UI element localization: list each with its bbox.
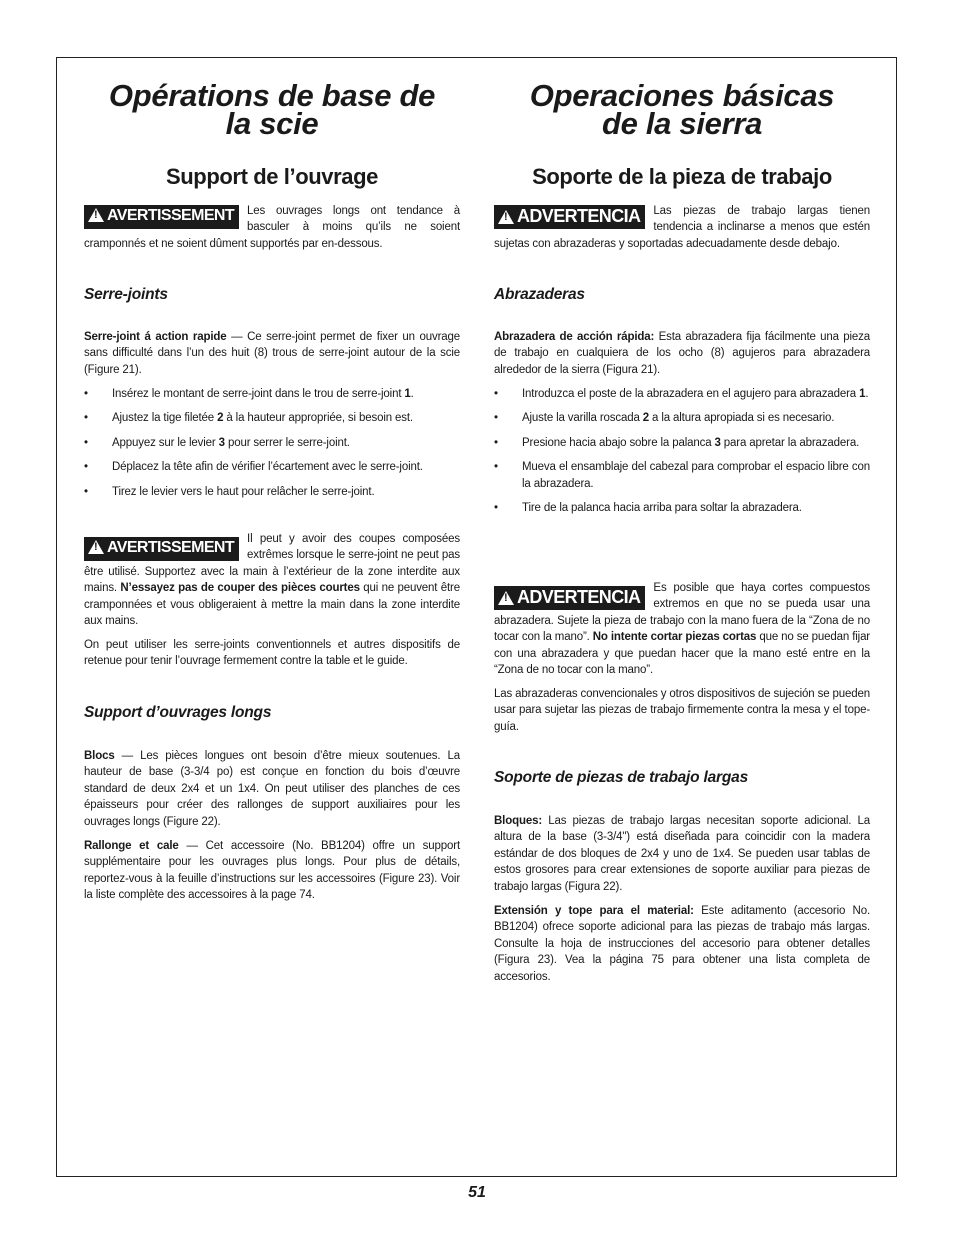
page-number: 51: [468, 1184, 486, 1201]
warning-badge: !AVERTISSEMENT: [84, 537, 239, 561]
list-item: • Déplacez la tête afin de vérifier l’écartement avec le serre-joint.: [84, 459, 460, 475]
title-line-1: Operaciones básicas: [529, 78, 835, 113]
section-heading-fr: Support de l’ouvrage: [165, 164, 379, 189]
warning-block-1: [494, 203, 870, 252]
warning-triangle-icon: [88, 208, 104, 222]
warning-triangle-icon: [498, 591, 514, 605]
warning-badge: !ADVERTENCIA: [494, 586, 645, 610]
conventional-clamps-paragraph: On peut utiliser les serre-joints conventionnels et autres dispositifs de retenue pour tenir l’ouvrage fermement contre la table et le guide.: [84, 639, 460, 668]
warning-text: Las piezas de trabajo largas tienen tendencia a inclinarse a menos que estén sujetas con abrazaderas y soportadas adecuadamente desde debajo.: [494, 205, 870, 250]
extension-paragraph: Rallonge et cale — Cet accessoire (No. BB1204) offre un support supplémentaire pour les ouvrages plus longs. Pour plus de détails, reportez-vous à la feuille d’instructions sur les accessoires (Figure 23). Voir la liste complète des accessoires à la page 74.: [84, 840, 460, 902]
list-item: • Ajustez la tige filetée 2 à la hauteur appropriée, si besoin est.: [84, 410, 460, 426]
warning-badge: !AVERTISSEMENT: [84, 205, 239, 229]
clamp-steps-list: [84, 386, 460, 500]
conventional-clamps-paragraph: Las abrazaderas convencionales y otros dispositivos de sujeción se pueden usar para sujetar las piezas de trabajo firmemente contra la mesa y el tope-guía.: [494, 688, 870, 733]
warning-badge: !ADVERTENCIA: [494, 205, 645, 229]
list-item: • Appuyez sur le levier 3 pour serrer le serre-joint.: [84, 435, 460, 451]
subheading-long-support: Support d’ouvrages longs: [84, 704, 272, 721]
subheading-clamps: Abrazaderas: [494, 286, 585, 303]
subheading-clamps: Serre-joints: [84, 286, 168, 303]
extension-paragraph: Extensión y tope para el material: Este aditamento (accesorio No. BB1204) ofrece soporte adicional para las piezas de trabajo más largas. Consulte la hoja de instrucciones del accesorio para obtener detalles (Figura 23). Vea la página 75 para obtener una lista completa de accesorios.: [494, 905, 871, 983]
title-line-2: la scie: [225, 106, 319, 141]
page-title-fr: [84, 78, 460, 141]
warning-triangle-icon: [498, 210, 514, 224]
list-item: • Mueva el ensamblaje del cabezal para comprobar el espacio libre con la abrazadera.: [494, 459, 870, 492]
warning-text: Les ouvrages longs ont tendance à basculer à moins qu’ils ne soient cramponnés et ne soient dûment supportés par en-dessous.: [84, 205, 460, 250]
blocks-paragraph: Blocs — Les pièces longues ont besoin d’être mieux soutenues. La hauteur de base (3-3/4 po) est conçue en fonction du bois d’œuvre standard de deux 2x4 et un 1x4. On peut utiliser des planches de ces épaisseurs pour créer des rallonges de support auxiliaires pour les ouvrages longs (Figure 22).: [84, 750, 460, 828]
page-title-es: [494, 78, 870, 141]
list-item: • Presione hacia abajo sobre la palanca 3 para apretar la abrazadera.: [494, 435, 870, 451]
subheading-long-support: Soporte de piezas de trabajo largas: [494, 769, 748, 786]
title-line-2: de la sierra: [601, 106, 763, 141]
list-item: • Tire de la palanca hacia arriba para soltar la abrazadera.: [494, 500, 870, 516]
clamp-paragraph: Serre-joint á action rapide — Ce serre-joint permet de fixer un ouvrage sans difficulté dans l’un des huit (8) trous de serre-joint autour de la scie (Figure 21).: [84, 331, 460, 376]
clamp-steps-list: [494, 386, 870, 516]
warning-block-2: !AVERTISSEMENT Il peut y avoir des coupes composées extrêmes lorsque le serre-joint ne peut pas être utilisé. Supportez avec la main à l’extérieur de la zone interdite aux mains. N’essayez pas de couper des pièces courtes qui ne peuvent être cramponnées et vous obligeraient à mettre la main dans la zone interdite aux mains.: [84, 531, 460, 629]
warning-triangle-icon: [88, 540, 104, 554]
list-item: • Introduzca el poste de la abrazadera en el agujero para abrazadera 1.: [494, 386, 870, 402]
list-item: • Tirez le levier vers le haut pour relâcher le serre-joint.: [84, 484, 460, 500]
clamp-paragraph: Abrazadera de acción rápida: Esta abrazadera fija fácilmente una pieza de trabajo en cualquiera de los ocho (8) agujeros para abrazadera alrededor de la sierra (Figura 21).: [494, 331, 871, 376]
title-line-1: Opérations de base de: [108, 78, 436, 113]
list-item: • Ajuste la varilla roscada 2 a la altura apropiada si es necesario.: [494, 410, 870, 426]
blocks-paragraph: Bloques: Las piezas de trabajo largas necesitan soporte adicional. La altura de la base (3-3/4") está diseñada para coincidir con la madera estándar de dos bloques de 2x4 y uno de 1x4. Se pueden usar tablas de estos grosores para crear extensiones de soporte auxiliar para piezas de trabajo largas (Figura 22).: [494, 815, 870, 893]
warning-block-2: !ADVERTENCIA Es posible que haya cortes compuestos extremos en que no se pueda usar una abrazadera. Sujete la pieza de trabajo con la mano fuera de la “Zona de no tocar con la mano”. No intente cortar piezas cortas que no se puedan fijar con una abrazadera y que puedan hacer que la mano esté entre en la “Zona de no tocar con la mano”.: [494, 580, 870, 678]
section-heading-es: Soporte de la pieza de trabajo: [532, 164, 832, 189]
warning-block-1: [84, 203, 460, 252]
list-item: • Insérez le montant de serre-joint dans le trou de serre-joint 1.: [84, 386, 460, 402]
